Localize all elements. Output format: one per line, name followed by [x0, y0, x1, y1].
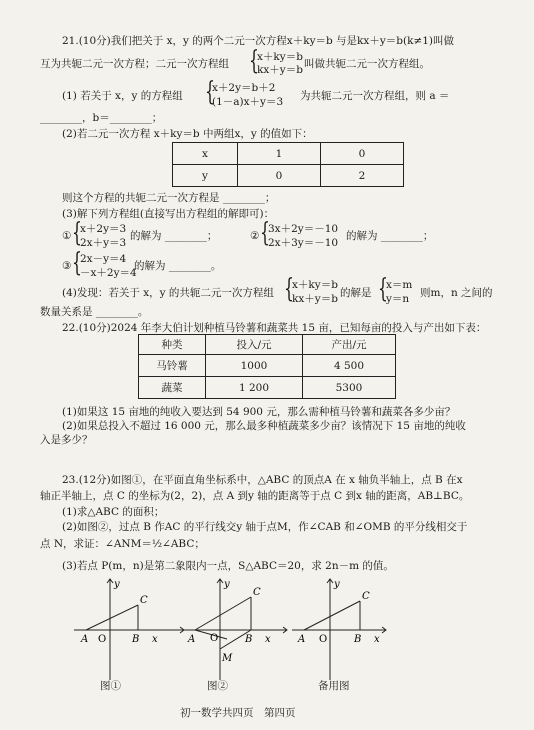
segment-AC — [195, 597, 251, 630]
label-O: O — [210, 633, 219, 644]
q23-line2: 轴正半轴上，点 C 的坐标为(2，2)，点 A 到y 轴的距离等于点 C 到x 轴的距离，AB⊥BC。 — [40, 490, 470, 502]
label-x: x — [265, 634, 271, 645]
q21-s2-eq2: 2x＋3y＝－10 — [268, 237, 339, 249]
label-x: x — [152, 634, 158, 645]
label-x: x — [374, 634, 380, 645]
label-C: C — [362, 591, 370, 602]
label-A: A — [298, 634, 306, 645]
table-header: 投入/元 — [206, 335, 303, 355]
q21-p1c: ________，b＝________； — [40, 112, 163, 124]
brace: { — [72, 218, 82, 248]
label-O: O — [319, 634, 328, 645]
brace: { — [249, 46, 259, 76]
table-cell: 马铃薯 — [139, 355, 206, 377]
q23-p2b: 点 N，求证：∠ANM＝½∠ABC； — [40, 538, 205, 550]
q21-p2b: 则这个方程的共轭二元一次方程是 ________； — [62, 192, 276, 204]
table-cell: 0 — [321, 143, 404, 165]
q21-p2: (2)若二元一次方程 x＋ky＝b 中两组x，y 的值如下： — [62, 128, 313, 140]
label-B: B — [354, 634, 362, 645]
q21-p4d: 数量关系是 ________。 — [40, 306, 149, 318]
q21-s1-text: 的解为 ________； — [130, 230, 218, 242]
q21-p1-eq2: (1－a)x＋y＝3 — [212, 96, 284, 108]
figure-2-caption: 图② — [207, 680, 228, 692]
table-cell: y — [173, 165, 238, 187]
label-y: y — [224, 579, 230, 590]
table-header: 种类 — [139, 335, 206, 355]
q23-line1: 23.(12分)如图①，在平面直角坐标系中，△ABC 的顶点A 在 x 轴负半轴上，点 B 在x — [62, 474, 463, 486]
figure-3 — [290, 575, 410, 685]
q21-num2: ② — [250, 230, 260, 242]
q21-s3-eq1: 2x－y＝4 — [80, 253, 127, 265]
q21-p1a: (1) 若关于 x，y 的方程组 — [62, 90, 183, 102]
label-B: B — [132, 634, 140, 645]
q21-num3: ③ — [62, 260, 72, 272]
segment-AC — [304, 601, 360, 630]
table-cell: 4 500 — [303, 355, 396, 377]
q21-s2-eq1: 3x＋2y＝－10 — [268, 223, 339, 235]
q21-line2a: 互为共轭二元一次方程；二元一次方程组 — [40, 58, 229, 70]
table-cell: x — [173, 143, 238, 165]
label-C: C — [253, 587, 261, 598]
q21-p4b: 的解是 — [340, 287, 372, 299]
q21-p1b: 为共轭二元一次方程组，则 a ＝ — [300, 90, 450, 102]
q21-s3-text: 的解为 ________。 — [134, 260, 222, 272]
brace: { — [72, 248, 82, 278]
label-A: A — [188, 634, 196, 645]
segment-AC — [86, 605, 138, 630]
q21-line1: 21.(10分)我们把关于 x，y 的两个二元一次方程x＋ky＝b 与是kx＋y＝b(k≠1)叫做 — [62, 35, 455, 47]
q22-p2b: 入是多少？ — [40, 434, 93, 446]
q21-p4c: 则m，n 之间的 — [420, 287, 493, 299]
figure-3-caption: 备用图 — [318, 680, 350, 692]
q22-table — [138, 334, 396, 399]
table-cell: 1 200 — [206, 377, 303, 399]
q22-p1: (1)如果这 15 亩地的纯收入要达到 54 900 元，那么需种植马铃薯和蔬菜各多少亩？ — [62, 406, 456, 418]
q21-s2-text: 的解为 ________； — [346, 230, 434, 242]
table-cell: 2 — [321, 165, 404, 187]
brace: { — [260, 218, 270, 248]
label-y: y — [114, 579, 120, 590]
q21-s3-eq2: －x＋2y＝4 — [80, 267, 137, 279]
figure-2 — [175, 575, 295, 685]
q21-num1: ① — [62, 230, 72, 242]
q21-p4-sol1: x＝m — [386, 279, 413, 291]
q21-p1-eq1: x＋2y＝b＋2 — [212, 82, 276, 94]
q21-table — [172, 142, 404, 187]
label-C: C — [140, 595, 148, 606]
q21-s1-eq1: x＋2y＝3 — [80, 223, 127, 235]
table-cell: 1 — [238, 143, 321, 165]
label-B: B — [245, 634, 253, 645]
q21-p4a: (4)发现：若关于 x，y 的共轭二元一次方程组 — [62, 287, 274, 299]
q21-p4-sol2: y＝n — [386, 293, 410, 305]
q23-p1: (1)求△ABC 的面积； — [62, 506, 165, 518]
figure-1-caption: 图① — [100, 680, 121, 692]
q21-line2b: 叫做共轭二元一次方程组。 — [304, 58, 430, 70]
q21-p4-eq2: kx＋y＝b — [292, 293, 338, 305]
table-cell: 蔬菜 — [139, 377, 206, 399]
table-cell: 5300 — [303, 377, 396, 399]
q21-sys0-eq2: kx＋y＝b — [257, 64, 303, 76]
table-header: 产出/元 — [303, 335, 396, 355]
brace: { — [205, 77, 215, 107]
table-cell: 1000 — [206, 355, 303, 377]
label-y: y — [334, 579, 340, 590]
figure-1 — [72, 575, 192, 685]
q22-p2a: (2)如果总投入不超过 16 000 元，那么最多种植蔬菜多少亩？该情况下 15 亩地的纯收 — [62, 420, 466, 432]
q22-line1: 22.(10分)2024 年李大伯计划种植马铃薯和蔬菜共 15 亩，已知每亩的投入与产出如下表： — [62, 322, 487, 334]
q21-s1-eq2: 2x＋y＝3 — [80, 237, 127, 249]
q23-p2a: (2)如图②，过点 B 作AC 的平行线交y 轴于点M，作∠CAB 和∠OMB 的平分线相交于 — [62, 521, 468, 533]
label-O: O — [98, 634, 107, 645]
brace: { — [284, 274, 294, 304]
q21-p3: (3)解下列方程组(直接写出方程组的解即可)： — [62, 208, 275, 220]
brace: { — [378, 274, 388, 304]
q23-p3: (3)若点 P(m，n)是第二象限内一点，S△ABC＝20，求 2n－m 的值。 — [62, 560, 394, 572]
table-cell: 0 — [238, 165, 321, 187]
page-footer: 初一数学共四页 第四页 — [180, 707, 296, 719]
q21-p4-eq1: x＋ky＝b — [292, 279, 338, 291]
q21-sys0-eq1: x＋ky＝b — [257, 51, 303, 63]
label-A: A — [81, 634, 89, 645]
label-M: M — [222, 653, 233, 664]
